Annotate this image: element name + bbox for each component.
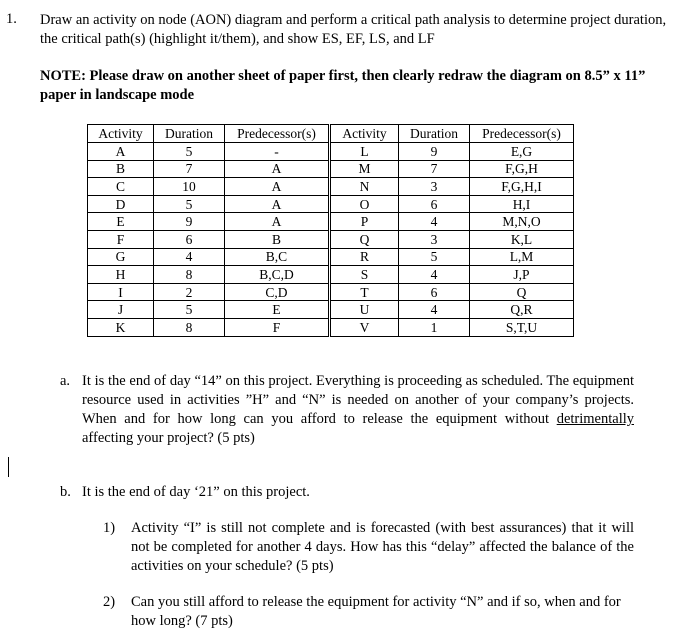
- activity-cell: M: [330, 160, 399, 178]
- predecessors-cell: Q,R: [470, 301, 574, 319]
- predecessors-cell: -: [225, 143, 330, 161]
- predecessors-cell: A: [225, 178, 330, 196]
- duration-cell: 5: [399, 248, 470, 266]
- predecessors-cell: H,I: [470, 195, 574, 213]
- table-row: [88, 195, 574, 213]
- part-b1-text: Activity “I” is still not complete and is forecasted (with best assurances) that it will not be completed for another 4 days. How has this “delay” affected the balance of the activities on your schedule? (5 pts): [131, 520, 634, 574]
- predecessors-cell: B: [225, 230, 330, 248]
- activity-cell: I: [88, 283, 154, 301]
- predecessors-cell: C,D: [225, 283, 330, 301]
- duration-cell: 8: [154, 318, 225, 336]
- predecessors-cell: Q: [470, 283, 574, 301]
- activity-cell: A: [88, 143, 154, 161]
- activity-cell: F: [88, 230, 154, 248]
- activity-table: [87, 124, 574, 337]
- header-duration: Duration: [154, 125, 225, 143]
- activity-cell: S: [330, 266, 399, 284]
- predecessors-cell: B,C: [225, 248, 330, 266]
- predecessors-cell: J,P: [470, 266, 574, 284]
- activity-cell: Q: [330, 230, 399, 248]
- header-predecessors: Predecessor(s): [225, 125, 330, 143]
- table-row: [88, 230, 574, 248]
- activity-cell: P: [330, 213, 399, 231]
- duration-cell: 8: [154, 266, 225, 284]
- duration-cell: 3: [399, 178, 470, 196]
- duration-cell: 3: [399, 230, 470, 248]
- part-a-underlined: detrimentally: [556, 411, 634, 427]
- activity-cell: V: [330, 318, 399, 336]
- duration-cell: 4: [154, 248, 225, 266]
- activity-cell: D: [88, 195, 154, 213]
- note-text: NOTE: Please draw on another sheet of paper first, then clearly redraw the diagram on 8.5” x 11” paper in landscape mode: [40, 68, 646, 103]
- duration-cell: 6: [399, 283, 470, 301]
- duration-cell: 4: [399, 213, 470, 231]
- table-row: [88, 143, 574, 161]
- duration-cell: 7: [399, 160, 470, 178]
- header-duration: Duration: [399, 125, 470, 143]
- duration-cell: 5: [154, 301, 225, 319]
- table-row: [88, 301, 574, 319]
- table-row: [88, 266, 574, 284]
- predecessors-cell: L,M: [470, 248, 574, 266]
- activity-cell: R: [330, 248, 399, 266]
- predecessors-cell: A: [225, 160, 330, 178]
- table-row: [88, 178, 574, 196]
- duration-cell: 5: [154, 143, 225, 161]
- duration-cell: 2: [154, 283, 225, 301]
- predecessors-cell: A: [225, 195, 330, 213]
- activity-cell: B: [88, 160, 154, 178]
- predecessors-cell: F,G,H: [470, 160, 574, 178]
- part-b1-label: 1): [103, 520, 116, 536]
- activity-cell: G: [88, 248, 154, 266]
- table-row: [88, 283, 574, 301]
- predecessors-cell: A: [225, 213, 330, 231]
- duration-cell: 9: [154, 213, 225, 231]
- header-activity: Activity: [88, 125, 154, 143]
- activity-cell: L: [330, 143, 399, 161]
- header-predecessors: Predecessor(s): [470, 125, 574, 143]
- predecessors-cell: E: [225, 301, 330, 319]
- part-a-text-after: affecting your project? (5 pts): [82, 430, 255, 446]
- duration-cell: 9: [399, 143, 470, 161]
- predecessors-cell: K,L: [470, 230, 574, 248]
- duration-cell: 4: [399, 266, 470, 284]
- question-number: 1.: [6, 11, 17, 27]
- duration-cell: 4: [399, 301, 470, 319]
- question-text: Draw an activity on node (AON) diagram and perform a critical path analysis to determine project duration, the critical path(s) (highlight it/them), and show ES, EF, LS, and LF: [40, 12, 667, 47]
- predecessors-cell: E,G: [470, 143, 574, 161]
- table-row: [88, 160, 574, 178]
- table-header-row: [88, 125, 574, 143]
- part-b-label: b.: [60, 484, 71, 500]
- activity-cell: N: [330, 178, 399, 196]
- duration-cell: 6: [154, 230, 225, 248]
- activity-cell: E: [88, 213, 154, 231]
- header-activity: Activity: [330, 125, 399, 143]
- duration-cell: 7: [154, 160, 225, 178]
- activity-cell: T: [330, 283, 399, 301]
- part-b-text: It is the end of day ‘21” on this project.: [82, 484, 310, 500]
- text-cursor: [8, 457, 9, 477]
- part-b2-label: 2): [103, 594, 116, 610]
- duration-cell: 6: [399, 195, 470, 213]
- table-row: [88, 248, 574, 266]
- duration-cell: 10: [154, 178, 225, 196]
- predecessors-cell: F,G,H,I: [470, 178, 574, 196]
- activity-cell: H: [88, 266, 154, 284]
- predecessors-cell: M,N,O: [470, 213, 574, 231]
- part-a-label: a.: [60, 373, 71, 389]
- duration-cell: 1: [399, 318, 470, 336]
- table-row: [88, 213, 574, 231]
- activity-cell: U: [330, 301, 399, 319]
- part-a-text-before: It is the end of day “14” on this project. Everything is proceeding as scheduled. The equipment resource used in activities ”H” and “N” is needed on another of your company’s projects. When and for how long can you afford to release the equipment without: [82, 373, 634, 427]
- table-row: [88, 318, 574, 336]
- part-a-text: [82, 372, 634, 448]
- duration-cell: 5: [154, 195, 225, 213]
- activity-cell: K: [88, 318, 154, 336]
- predecessors-cell: F: [225, 318, 330, 336]
- part-b2-text: Can you still afford to release the equipment for activity “N” and if so, when and for how long? (7 pts): [131, 594, 621, 629]
- activity-cell: J: [88, 301, 154, 319]
- predecessors-cell: B,C,D: [225, 266, 330, 284]
- predecessors-cell: S,T,U: [470, 318, 574, 336]
- activity-cell: C: [88, 178, 154, 196]
- activity-cell: O: [330, 195, 399, 213]
